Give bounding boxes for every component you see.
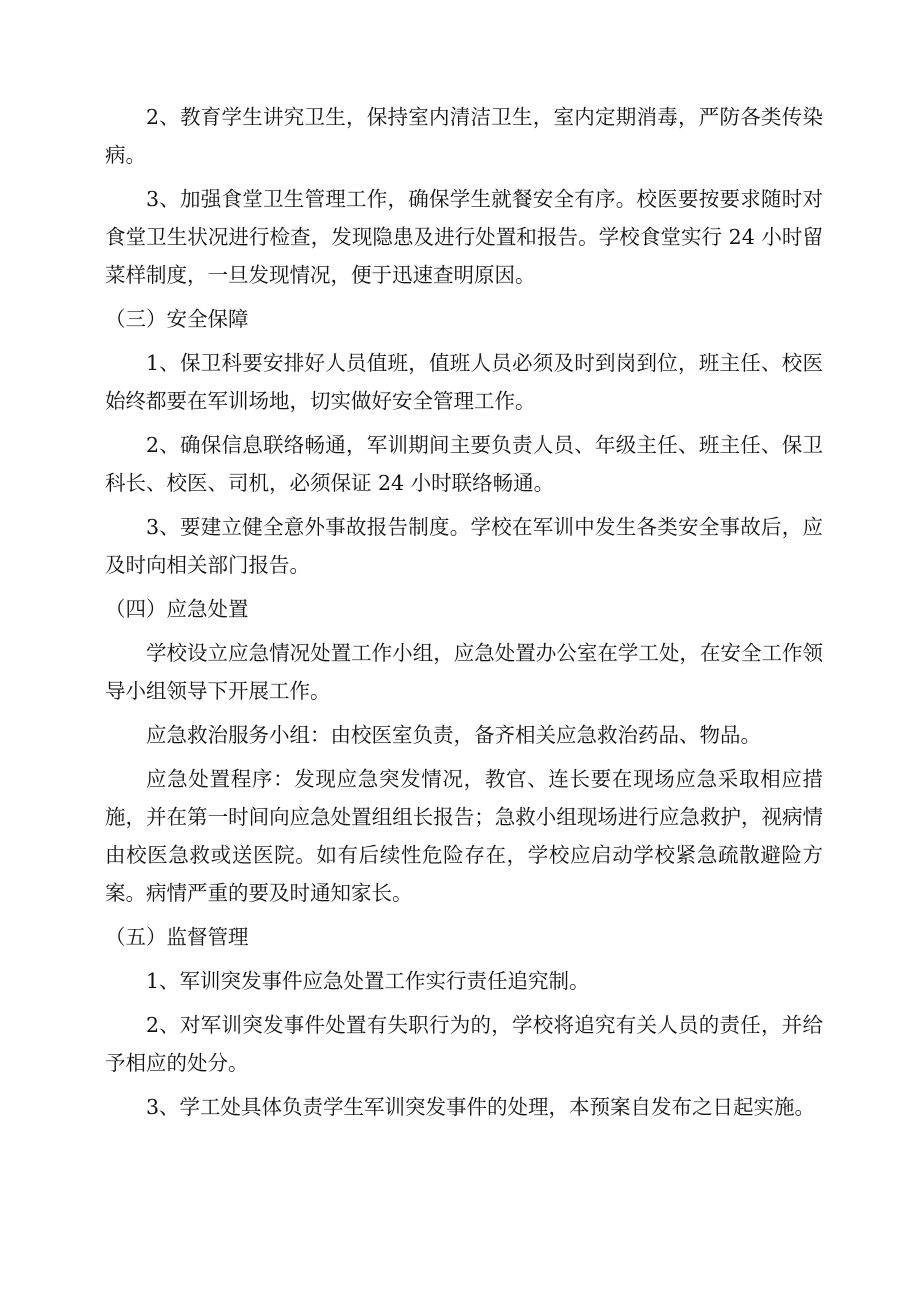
paragraph-rescue-group: 应急救治服务小组：由校医室负责，备齐相关应急救治药品、物品。 (146, 723, 761, 747)
paragraph-emergency-group: 学校设立应急情况处置工作小组，应急处置办公室在学工处，在安全工作领导小组领导下开展工作。 (105, 641, 823, 703)
section-heading-emergency: （四）应急处置 (105, 597, 249, 621)
paragraph-accident-report: 3、要建立健全意外事故报告制度。学校在军训中发生各类安全事故后，应及时向相关部门报告。 (105, 515, 823, 577)
document-body (105, 98, 823, 1132)
paragraph-penalty: 2、对军训突发事件处置有失职行为的，学校将追究有关人员的责任，并给予相应的处分。 (105, 1013, 823, 1075)
section-heading-safety: （三）安全保障 (105, 307, 249, 331)
paragraph-implementation: 3、学工处具体负责学生军训突发事件的处理，本预案自发布之日起实施。 (146, 1095, 816, 1119)
paragraph-communication: 2、确保信息联络畅通，军训期间主要负责人员、年级主任、班主任、保卫科长、校医、司机，必须保证 24 小时联络畅通。 (105, 433, 823, 495)
paragraph-canteen-hygiene: 3、加强食堂卫生管理工作，确保学生就餐安全有序。校医要按要求随时对食堂卫生状况进行检查，发现隐患及进行处置和报告。学校食堂实行 24 小时留菜样制度，一旦发现情况，便于迅速查明原因。 (105, 187, 823, 287)
paragraph-hygiene-education: 2、教育学生讲究卫生，保持室内清洁卫生，室内定期消毒，严防各类传染病。 (105, 105, 823, 167)
paragraph-emergency-procedure: 应急处置程序：发现应急突发情况，教官、连长要在现场应急采取相应措施，并在第一时间向应急处置组组长报告；急救小组现场进行应急救护，视病情由校医急救或送医院。如有后续性危险存在，学校应启动学校紧急疏散避险方案。病情严重的要及时通知家长。 (105, 767, 823, 905)
paragraph-accountability: 1、军训突发事件应急处置工作实行责任追究制。 (146, 969, 590, 993)
section-heading-supervision: （五）监督管理 (105, 925, 249, 949)
paragraph-guard-duty: 1、保卫科要安排好人员值班，值班人员必须及时到岗到位，班主任、校医始终都要在军训场地，切实做好安全管理工作。 (105, 351, 823, 413)
